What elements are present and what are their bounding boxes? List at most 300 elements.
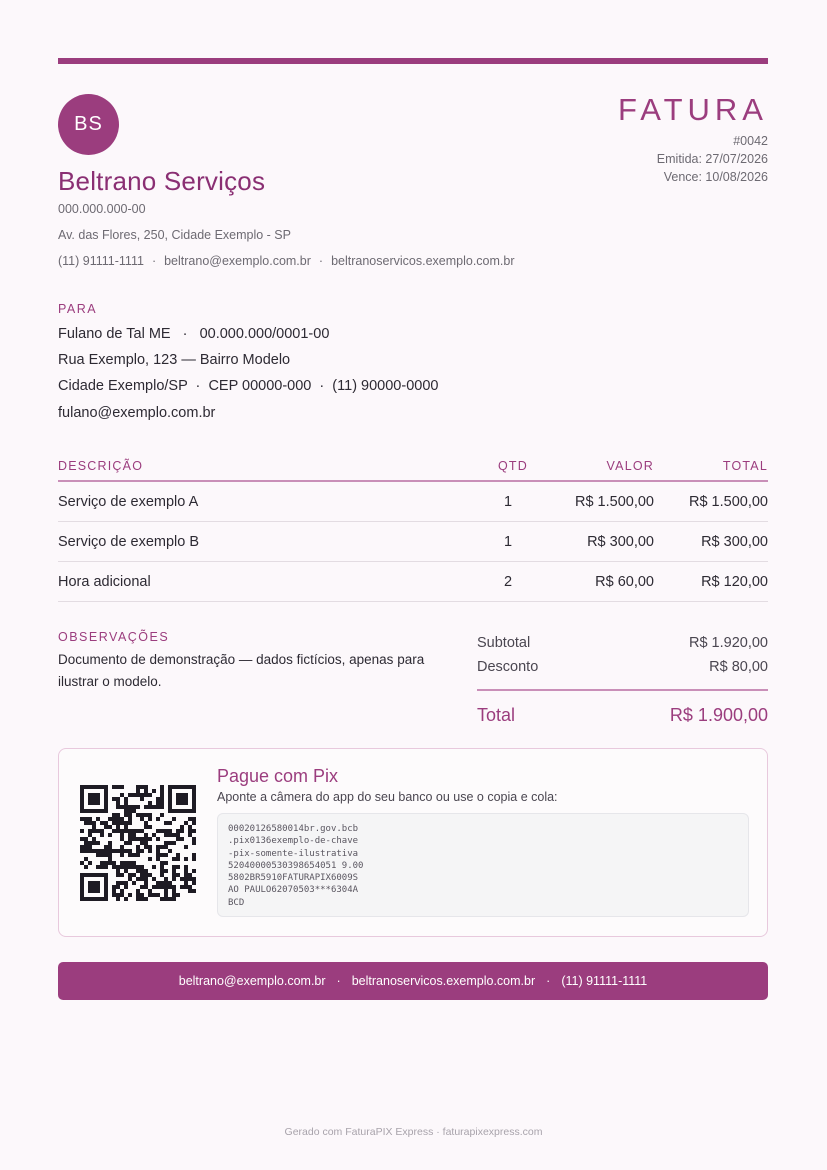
- subtotal-row: [477, 633, 768, 657]
- qr-module: [160, 853, 164, 857]
- invoice-number: #0042: [733, 134, 768, 148]
- qr-module: [92, 821, 96, 825]
- qr-module: [92, 897, 96, 901]
- qr-module: [144, 897, 148, 901]
- qr-module: [116, 829, 120, 833]
- qr-module: [84, 817, 88, 821]
- qr-module: [140, 793, 144, 797]
- qr-module: [132, 829, 136, 833]
- qr-module: [172, 889, 176, 893]
- qr-module: [164, 897, 168, 901]
- qr-module: [80, 845, 84, 849]
- qr-module: [132, 809, 136, 813]
- qr-module: [188, 873, 192, 877]
- qr-module: [148, 889, 152, 893]
- qr-module: [80, 793, 84, 797]
- qr-module: [84, 785, 88, 789]
- item-description: Serviço de exemplo B: [58, 534, 200, 550]
- qr-module: [148, 805, 152, 809]
- qr-module: [184, 809, 188, 813]
- qr-module: [104, 889, 108, 893]
- qr-module: [164, 829, 168, 833]
- qr-module: [116, 897, 120, 901]
- qr-module: [140, 817, 144, 821]
- qr-module: [188, 817, 192, 821]
- discount-label: Desconto: [477, 659, 539, 675]
- qr-module: [112, 821, 116, 825]
- qr-module: [104, 885, 108, 889]
- qr-module: [132, 881, 136, 885]
- table-row: [58, 482, 768, 522]
- qr-module: [192, 829, 196, 833]
- qr-module: [136, 845, 140, 849]
- qr-module: [124, 813, 128, 817]
- qr-module: [88, 889, 92, 893]
- qr-module: [136, 865, 140, 869]
- qr-module: [168, 881, 172, 885]
- qr-module: [108, 845, 112, 849]
- qr-module: [144, 821, 148, 825]
- qr-module: [124, 797, 128, 801]
- qr-module: [96, 801, 100, 805]
- footer-website[interactable]: beltranoservicos.exemplo.com.br: [351, 974, 536, 988]
- qr-module: [80, 785, 84, 789]
- qr-module: [172, 877, 176, 881]
- qr-module: [192, 857, 196, 861]
- qr-module: [148, 793, 152, 797]
- qr-module: [180, 793, 184, 797]
- qr-module: [192, 877, 196, 881]
- qr-module: [88, 885, 92, 889]
- qr-module: [116, 785, 120, 789]
- qr-module: [164, 861, 168, 865]
- qr-module: [156, 881, 160, 885]
- qr-module: [96, 829, 100, 833]
- qr-module: [132, 833, 136, 837]
- qr-module: [80, 801, 84, 805]
- qr-module: [96, 797, 100, 801]
- qr-module: [152, 833, 156, 837]
- qr-module: [100, 873, 104, 877]
- qr-module: [148, 849, 152, 853]
- qr-module: [180, 825, 184, 829]
- qr-module: [172, 857, 176, 861]
- qr-module: [124, 805, 128, 809]
- qr-module: [116, 813, 120, 817]
- qr-module: [116, 805, 120, 809]
- qr-module: [192, 793, 196, 797]
- qr-module: [168, 885, 172, 889]
- qr-module: [108, 833, 112, 837]
- qr-module: [120, 845, 124, 849]
- qr-module: [160, 845, 164, 849]
- qr-module: [172, 893, 176, 897]
- qr-module: [128, 849, 132, 853]
- qr-module: [88, 817, 92, 821]
- qr-module: [128, 853, 132, 857]
- qr-module: [144, 869, 148, 873]
- qr-module: [80, 873, 84, 877]
- qr-module: [152, 885, 156, 889]
- qr-module: [80, 893, 84, 897]
- qr-module: [96, 865, 100, 869]
- qr-module: [168, 797, 172, 801]
- qr-module: [124, 885, 128, 889]
- qr-module: [124, 841, 128, 845]
- qr-module: [168, 805, 172, 809]
- qr-module: [144, 841, 148, 845]
- qr-module: [84, 841, 88, 845]
- qr-module: [140, 837, 144, 841]
- qr-module: [160, 881, 164, 885]
- qr-module: [96, 873, 100, 877]
- qr-module: [96, 853, 100, 857]
- qr-module: [80, 805, 84, 809]
- qr-module: [140, 893, 144, 897]
- qr-module: [148, 845, 152, 849]
- qr-module: [96, 809, 100, 813]
- qr-module: [120, 833, 124, 837]
- qr-module: [180, 837, 184, 841]
- qr-module: [104, 897, 108, 901]
- qr-module: [164, 885, 168, 889]
- qr-module: [104, 797, 108, 801]
- qr-module: [164, 833, 168, 837]
- qr-module: [92, 885, 96, 889]
- qr-module: [144, 789, 148, 793]
- qr-module: [128, 793, 132, 797]
- qr-module: [100, 849, 104, 853]
- qr-module: [104, 849, 108, 853]
- qr-module: [88, 793, 92, 797]
- qr-module: [124, 849, 128, 853]
- qr-module: [172, 809, 176, 813]
- footer-phone[interactable]: (11) 91111-1111: [561, 974, 648, 988]
- qr-module: [100, 809, 104, 813]
- qr-module: [112, 785, 116, 789]
- footer-contact-bar: [58, 962, 768, 1000]
- qr-code-icon[interactable]: [80, 785, 196, 901]
- qr-module: [128, 873, 132, 877]
- item-unit-value: R$ 300,00: [587, 534, 654, 550]
- qr-module: [124, 801, 128, 805]
- qr-module: [148, 825, 152, 829]
- qr-module: [160, 789, 164, 793]
- qr-module: [164, 821, 168, 825]
- qr-module: [120, 785, 124, 789]
- qr-module: [92, 801, 96, 805]
- qr-module: [176, 893, 180, 897]
- qr-module: [168, 849, 172, 853]
- qr-module: [80, 877, 84, 881]
- qr-module: [120, 805, 124, 809]
- qr-module: [164, 877, 168, 881]
- qr-module: [124, 897, 128, 901]
- qr-module: [164, 869, 168, 873]
- qr-module: [108, 857, 112, 861]
- qr-module: [120, 793, 124, 797]
- discount-row: [477, 657, 768, 681]
- qr-module: [96, 885, 100, 889]
- qr-module: [188, 885, 192, 889]
- qr-module: [132, 805, 136, 809]
- qr-module: [116, 885, 120, 889]
- qr-module: [88, 897, 92, 901]
- qr-module: [120, 837, 124, 841]
- qr-module: [164, 889, 168, 893]
- qr-module: [168, 809, 172, 813]
- qr-module: [112, 885, 116, 889]
- qr-module: [116, 865, 120, 869]
- qr-module: [88, 829, 92, 833]
- header-quantity: QTD: [498, 459, 528, 473]
- qr-module: [168, 789, 172, 793]
- qr-module: [136, 793, 140, 797]
- qr-module: [120, 861, 124, 865]
- accent-top-bar: [58, 58, 768, 64]
- separator: ·: [318, 254, 324, 268]
- qr-module: [84, 821, 88, 825]
- qr-module: [168, 793, 172, 797]
- qr-module: [132, 865, 136, 869]
- qr-module: [132, 853, 136, 857]
- qr-module: [176, 837, 180, 841]
- qr-module: [120, 873, 124, 877]
- qr-module: [136, 789, 140, 793]
- pix-copy-paste-code[interactable]: 00020126580014br.gov.bcb .pix0136exemplo-de-chave -pix-somente-ilustrativa 52040000530398654051 9.00 5802BR5910FATURAPIX6009S AO PAULO62070503***6304A BCD: [217, 813, 749, 917]
- qr-module: [96, 793, 100, 797]
- client-email: fulano@exemplo.com.br: [58, 405, 216, 421]
- qr-module: [176, 853, 180, 857]
- qr-module: [156, 893, 160, 897]
- qr-module: [132, 793, 136, 797]
- qr-module: [168, 829, 172, 833]
- qr-module: [88, 873, 92, 877]
- qr-module: [176, 865, 180, 869]
- qr-module: [88, 821, 92, 825]
- notes-text: Documento de demonstração — dados fictícios, apenas para ilustrar o modelo.: [58, 652, 425, 689]
- qr-module: [120, 853, 124, 857]
- subtotal-label: Subtotal: [477, 635, 531, 651]
- qr-module: [184, 785, 188, 789]
- qr-module: [168, 841, 172, 845]
- qr-module: [188, 825, 192, 829]
- qr-module: [156, 849, 160, 853]
- qr-module: [160, 829, 164, 833]
- qr-module: [92, 841, 96, 845]
- qr-module: [80, 885, 84, 889]
- qr-module: [84, 849, 88, 853]
- qr-module: [144, 825, 148, 829]
- qr-module: [112, 797, 116, 801]
- qr-module: [88, 833, 92, 837]
- qr-module: [128, 893, 132, 897]
- qr-module: [176, 801, 180, 805]
- qr-module: [180, 809, 184, 813]
- client-name-document: Fulano de Tal ME · 00.000.000/0001-00: [58, 326, 330, 342]
- qr-module: [88, 841, 92, 845]
- qr-module: [140, 873, 144, 877]
- client-city-zip-phone: Cidade Exemplo/SP · CEP 00000-000 · (11) 90000-0000: [58, 378, 439, 394]
- qr-module: [80, 789, 84, 793]
- qr-module: [88, 797, 92, 801]
- qr-module: [180, 797, 184, 801]
- qr-module: [152, 805, 156, 809]
- qr-module: [104, 865, 108, 869]
- qr-module: [128, 813, 132, 817]
- qr-module: [184, 881, 188, 885]
- qr-module: [84, 857, 88, 861]
- qr-module: [180, 877, 184, 881]
- qr-module: [156, 885, 160, 889]
- item-unit-value: R$ 60,00: [595, 574, 654, 590]
- qr-module: [140, 785, 144, 789]
- qr-module: [168, 785, 172, 789]
- qr-module: [172, 865, 176, 869]
- qr-module: [104, 793, 108, 797]
- item-total: R$ 1.500,00: [688, 494, 768, 510]
- qr-module: [96, 889, 100, 893]
- qr-module: [84, 897, 88, 901]
- totals-summary: [477, 633, 768, 727]
- qr-module: [192, 785, 196, 789]
- qr-module: [108, 849, 112, 853]
- table-row: [58, 562, 768, 602]
- footer-email[interactable]: beltrano@exemplo.com.br: [178, 974, 326, 988]
- qr-module: [192, 869, 196, 873]
- qr-module: [92, 825, 96, 829]
- qr-module: [168, 897, 172, 901]
- pix-title: Pague com Pix: [217, 766, 339, 786]
- qr-module: [172, 869, 176, 873]
- qr-module: [192, 789, 196, 793]
- qr-module: [96, 849, 100, 853]
- qr-module: [180, 829, 184, 833]
- qr-module: [164, 893, 168, 897]
- qr-module: [184, 869, 188, 873]
- qr-module: [188, 877, 192, 881]
- separator: ·: [336, 974, 341, 988]
- qr-module: [112, 861, 116, 865]
- qr-module: [152, 865, 156, 869]
- qr-module: [80, 849, 84, 853]
- qr-module: [188, 833, 192, 837]
- qr-module: [192, 809, 196, 813]
- qr-module: [164, 853, 168, 857]
- qr-module: [188, 829, 192, 833]
- qr-module: [104, 809, 108, 813]
- qr-module: [144, 885, 148, 889]
- qr-module: [192, 841, 196, 845]
- qr-module: [92, 873, 96, 877]
- qr-module: [160, 793, 164, 797]
- item-unit-value: R$ 1.500,00: [574, 494, 654, 510]
- item-quantity: 1: [503, 494, 513, 510]
- qr-module: [164, 841, 168, 845]
- qr-module: [172, 897, 176, 901]
- qr-module: [132, 861, 136, 865]
- qr-module: [92, 797, 96, 801]
- qr-module: [144, 793, 148, 797]
- qr-module: [108, 825, 112, 829]
- qr-module: [108, 853, 112, 857]
- qr-module: [92, 849, 96, 853]
- qr-module: [116, 881, 120, 885]
- invoice-title: FATURA: [618, 92, 768, 127]
- item-description: Serviço de exemplo A: [58, 494, 199, 510]
- qr-module: [144, 833, 148, 837]
- qr-module: [128, 821, 132, 825]
- issuer-document: 000.000.000-00: [58, 202, 146, 216]
- qr-module: [124, 869, 128, 873]
- qr-module: [84, 845, 88, 849]
- qr-module: [148, 801, 152, 805]
- qr-module: [92, 785, 96, 789]
- qr-module: [120, 889, 124, 893]
- qr-module: [136, 897, 140, 901]
- qr-module: [172, 885, 176, 889]
- qr-module: [184, 797, 188, 801]
- qr-module: [136, 849, 140, 853]
- qr-module: [124, 825, 128, 829]
- qr-module: [184, 845, 188, 849]
- qr-module: [128, 861, 132, 865]
- qr-module: [96, 897, 100, 901]
- qr-module: [136, 869, 140, 873]
- qr-module: [176, 793, 180, 797]
- qr-module: [116, 817, 120, 821]
- header-total: TOTAL: [722, 459, 768, 473]
- qr-module: [120, 849, 124, 853]
- qr-module: [112, 889, 116, 893]
- qr-module: [80, 817, 84, 821]
- subtotal-amount: R$ 1.920,00: [688, 635, 768, 651]
- qr-module: [140, 797, 144, 801]
- qr-module: [156, 857, 160, 861]
- invoice-issued-date: Emitida: 27/07/2026: [656, 152, 768, 166]
- qr-module: [88, 785, 92, 789]
- separator: ·: [546, 974, 551, 988]
- qr-module: [144, 785, 148, 789]
- qr-module: [192, 797, 196, 801]
- qr-module: [88, 861, 92, 865]
- qr-module: [160, 873, 164, 877]
- items-table: [58, 452, 768, 602]
- qr-module: [136, 877, 140, 881]
- qr-module: [164, 845, 168, 849]
- qr-module: [136, 889, 140, 893]
- qr-module: [192, 889, 196, 893]
- qr-module: [136, 893, 140, 897]
- qr-module: [116, 825, 120, 829]
- qr-module: [144, 845, 148, 849]
- qr-module: [104, 881, 108, 885]
- qr-module: [160, 861, 164, 865]
- qr-module: [116, 849, 120, 853]
- qr-module: [132, 837, 136, 841]
- qr-module: [136, 813, 140, 817]
- qr-module: [192, 837, 196, 841]
- item-quantity: 2: [503, 574, 513, 590]
- qr-module: [172, 833, 176, 837]
- grand-total-row: [477, 691, 768, 727]
- qr-module: [128, 877, 132, 881]
- qr-module: [140, 877, 144, 881]
- qr-module: [148, 813, 152, 817]
- qr-module: [80, 889, 84, 893]
- qr-module: [100, 785, 104, 789]
- qr-module: [160, 785, 164, 789]
